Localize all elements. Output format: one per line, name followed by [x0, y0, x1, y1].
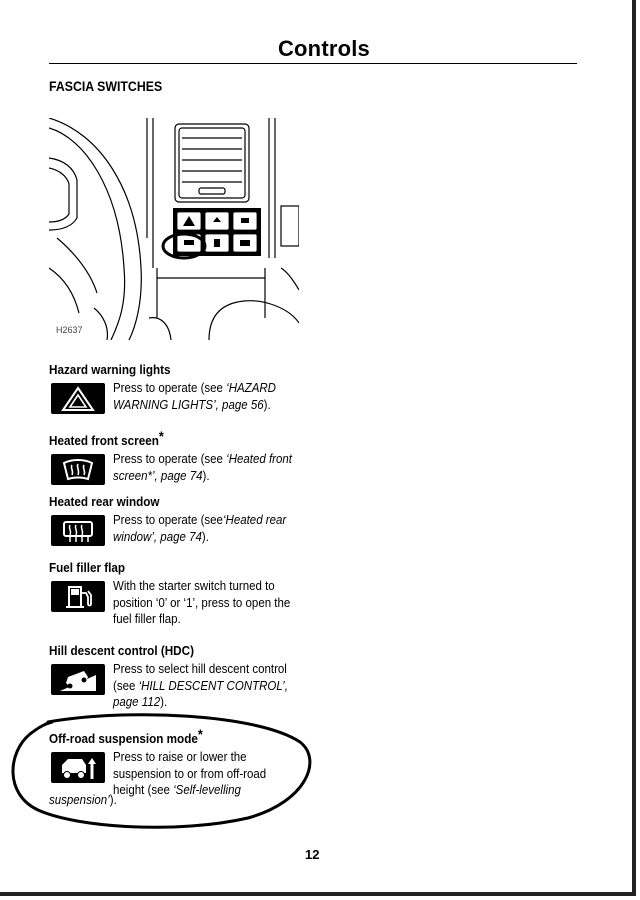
entry-description: Press to operate (see ‘HAZARD WARNING LIGHTS’, page 56).	[113, 381, 276, 412]
entry-description: Press to operate (see‘Heated rear window’, page 74).	[113, 513, 287, 544]
fuel-pump-icon	[51, 581, 105, 612]
entry-description: With the starter switch turned to position ‘0’ or ‘1’, press to open the fuel filler flap.	[113, 579, 291, 626]
entry-title: Fuel filler flap	[49, 560, 126, 575]
entry-title: Heated front screen*	[49, 428, 164, 448]
hazard-triangle-icon	[51, 383, 105, 414]
page-number: 12	[305, 847, 320, 862]
section-heading: FASCIA SWITCHES	[49, 78, 163, 94]
hill-descent-icon	[51, 664, 105, 695]
entry-description-continued: suspension’).	[49, 793, 117, 807]
dashboard-illustration	[49, 118, 299, 340]
heated-rear-window-icon	[51, 515, 105, 546]
entry-fuel-filler-flap	[49, 560, 291, 642]
entry-title: Hill descent control (HDC)	[49, 643, 194, 658]
heated-front-screen-icon	[51, 454, 105, 485]
title-rule	[49, 63, 577, 64]
page-title: Controls	[277, 36, 370, 61]
entry-description: Press to raise or lower the suspension to or from off-road height (see ‘Self-levelling	[113, 750, 267, 797]
entry-description: Press to operate (see ‘Heated front screen*’, page 74).	[113, 452, 292, 483]
entry-description: Press to select hill descent control (see ‘HILL DESCENT CONTROL’, page 112).	[113, 662, 288, 709]
entry-title: Off-road suspension mode*	[49, 726, 203, 746]
entry-title: Heated rear window	[49, 494, 160, 509]
illustration-label: H2637	[56, 325, 83, 335]
hand-drawn-ellipse	[8, 712, 313, 830]
entry-title: Hazard warning lights	[49, 362, 171, 377]
